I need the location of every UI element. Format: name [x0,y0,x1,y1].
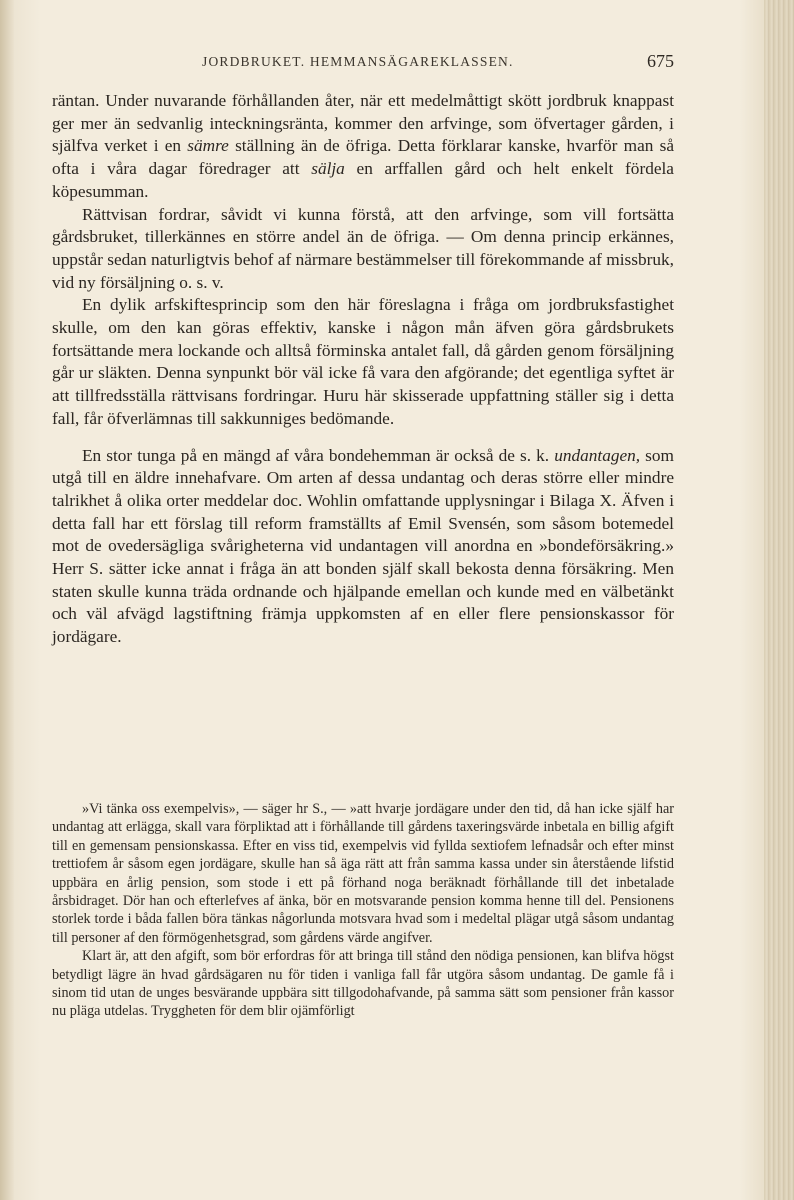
paragraph-2: Rättvisan fordrar, såvidt vi kunna förstå, att den arfvinge, som vill fortsätta gårdsbruket, tillerkännes en större andel än de öfriga. — Om denna princip erkännes, uppstår sedan naturligtvis behof af närmare bestämmelser till förekommande af missbruk, vid ny försäljning o. s. v. [52,204,674,292]
paragraph-3: En dylik arfskiftesprincip som den här föreslagna i fråga om jordbruksfastighet skulle, om den kan göras effektiv, kanske i någon mån äfven göra gårdsbrukets fortsättande mera lockande och alltså förminska antalet fall, då gården genom försäljning går ur släkten. Denna synpunkt bör väl icke få vara den afgörande; det egentliga syftet är att tillfredsställa rättvisans fordringar. Huru här skisserade uppfattning ställer sig i detta fall, får öfverlämnas till sakkunniges bedömande. [52,295,674,428]
quotation-paragraph-2: Klart är, att den afgift, som bör erfordras för att bringa till stånd den nödiga pensionen, kan blifva högst betydligt lägre än hvad gårdsägaren nu för tiden i vanliga fall får utgöra såsom undantag. De gamle få i sinom tid utan de unges besvärande uppbära sitt tillgodohafvande, på samma sätt som pensioner från kassor nu pläga utdelas. Tryggheten för dem blir ojämförligt [52,948,674,1020]
page-edge [764,0,794,1200]
main-text [52,90,674,649]
emphasis-undantagen: undantagen, [554,445,641,465]
emphasis-salja: sälja [311,159,345,179]
quotation-paragraph-1: »Vi tänka oss exempelvis», — säger hr S., — »att hvarje jordägare under den tid, då han icke själf har undantag att erlägga, skall vara förpliktad att i förhållande till gårdens taxeringsvärde inbetala en billig afgift till en gemensam pensionskassa. Efter en viss tid, exempelvis vid fyllda sextiofem lefnadsår och efter minst trettiofem år såsom egen jordägare, skulle han så äga rätt att från samma kassa under sin återstående lifstid uppbära en årlig pension, som stode i ett på förhand noga beräknadt förhållande till det inbetalade årsbidraget. Dör han och efterlefves af änka, bör en motsvarande pension komma henne till del. Pensionens storlek torde i båda fallen böra tänkas någorlunda motsvara hvad som i medeltal plägar utgå såsom undantag till personer af den förmögenhetsgrad, som gårdens värde angifver. [52,801,674,946]
page-number: 675 [647,51,674,71]
book-gutter [0,0,14,1200]
running-head: JORDBRUKET. HEMMANSÄGAREKLASSEN. [202,54,514,69]
emphasis-samre: sämre [187,136,229,156]
paragraph-4: En stor tunga på en mängd af våra bondehemman är också de s. k. undantagen, som utgå till en äldre innehafvare. Om arten af dessa undantag och deras större eller mindre talrikhet å olika orter meddelar doc. Wohlin omfattande upplysningar i Bilaga X. Äfven i detta fall har ett förslag till reform framställts af Emil Svensén, som såsom botemedel mot de ovedersägliga svårigheterna vid undantagen vill anordna en »bondeförsäkring.» Herr S. sätter icke annat i fråga än att bonden själf skall bekosta denna försäkring. Men staten skulle kunna träda ordnande och hjälpande emellan och kunde med en välbetänkt och väl afvägd lagstiftning främja uppkomsten af en eller flere pensionskassor för jordägare. [52,445,674,647]
quotation-block [52,800,674,1021]
page-header [50,51,674,76]
paragraph-1: räntan. Under nuvarande förhållanden åter, när ett medelmåttigt skött jordbruk knappast ger mer än sedvanlig inteckningsränta, kommer den arfvinge, som öfvertager gården, i själfva verket i en sämre ställning än de öfriga. Detta förklarar kanske, hvarför man så ofta i våra dagar föredrager att sälja en arffallen gård och helt enkelt fördela köpesumman. [52,91,674,201]
